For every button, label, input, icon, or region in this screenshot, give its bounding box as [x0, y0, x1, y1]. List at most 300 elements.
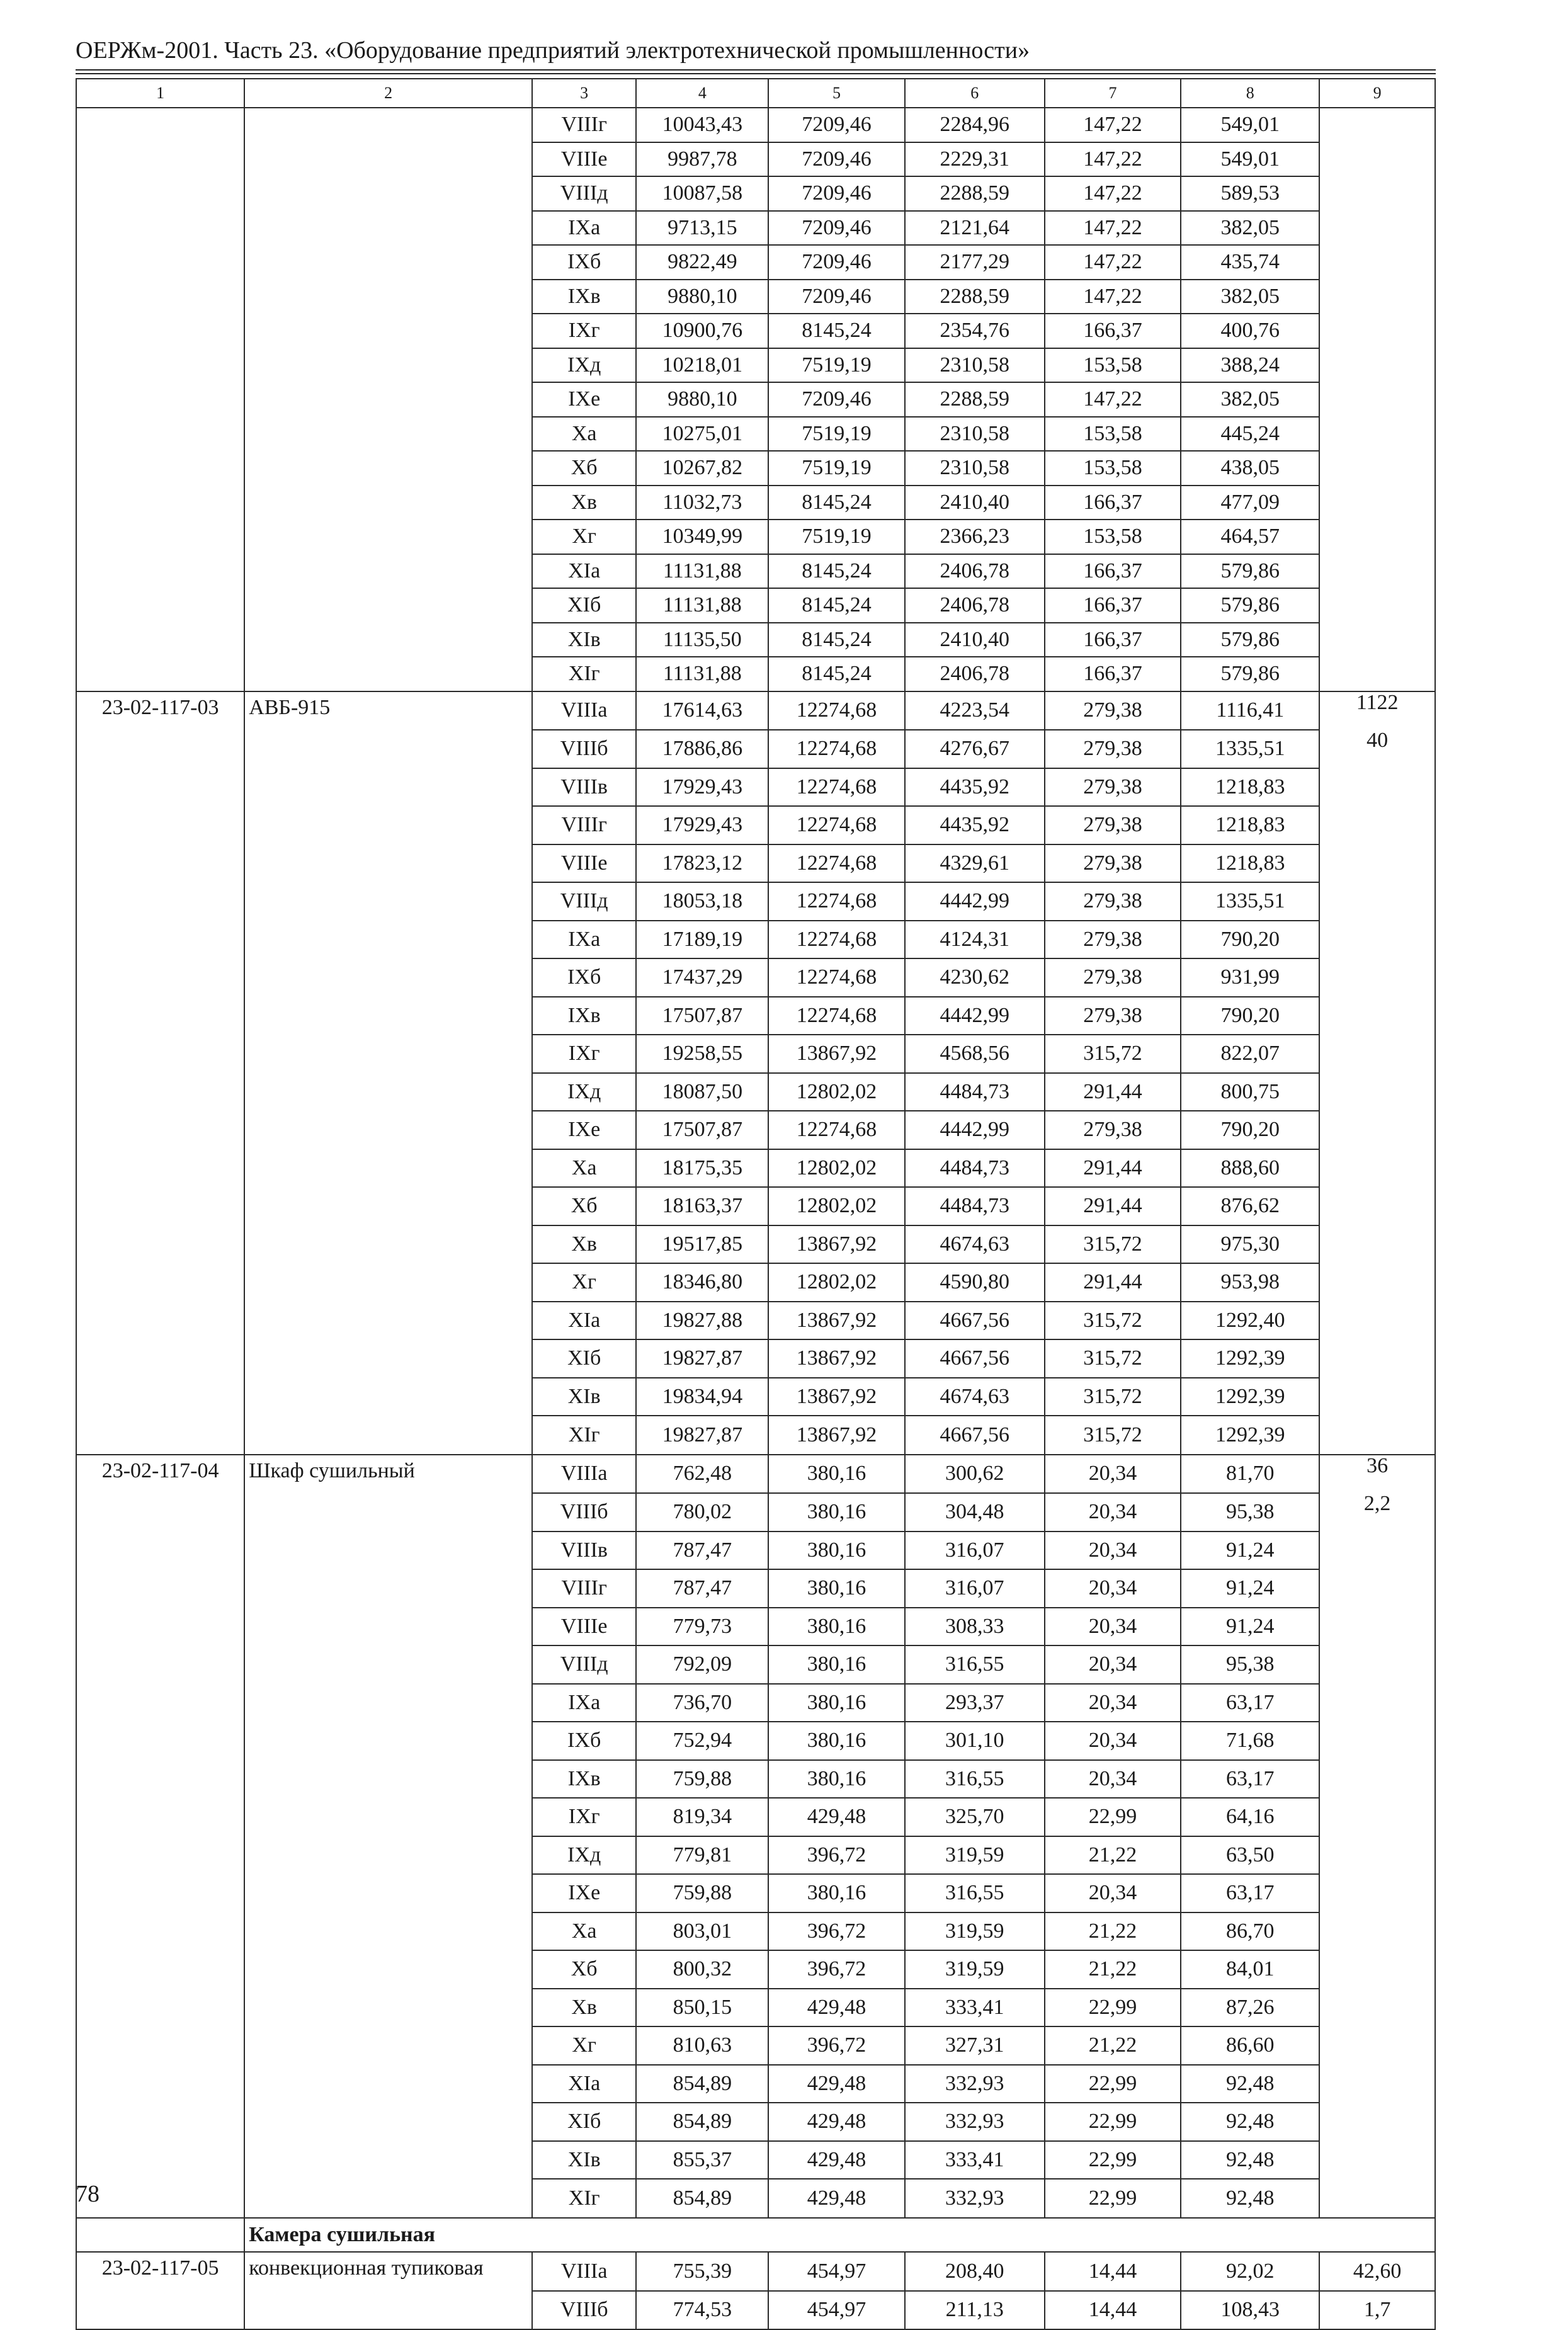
cell-index: Xб	[532, 1187, 636, 1225]
cell-total-cost: 10043,43	[636, 108, 768, 142]
cell-name	[244, 1339, 532, 1378]
cell-materials: 84,01	[1181, 1950, 1319, 1989]
table-row	[76, 806, 1435, 844]
cell-machinist-wages: 20,34	[1045, 1532, 1181, 1570]
cell-machines: 2121,64	[905, 211, 1045, 246]
cell-machinist-wages: 315,72	[1045, 1339, 1181, 1378]
cell-materials: 92,48	[1181, 2065, 1319, 2103]
cell-labor	[1319, 623, 1435, 657]
cell-wages: 13867,92	[768, 1302, 904, 1340]
cell-code	[76, 2065, 244, 2103]
cell-wages: 12274,68	[768, 882, 904, 921]
cell-machines: 2288,59	[905, 382, 1045, 417]
cell-machines: 333,41	[905, 2141, 1045, 2179]
cell-machines: 2354,76	[905, 314, 1045, 348]
cell-total-cost: 787,47	[636, 1532, 768, 1570]
cell-name	[244, 348, 532, 383]
cell-code: 23-02-117-03	[76, 691, 244, 730]
cell-name	[244, 1302, 532, 1340]
cell-index: Xа	[532, 417, 636, 452]
cell-materials: 1218,83	[1181, 806, 1319, 844]
cell-labor	[1319, 211, 1435, 246]
cell-labor	[1319, 554, 1435, 589]
cell-labor	[1319, 2141, 1435, 2179]
cell-name	[244, 245, 532, 280]
cell-wages: 8145,24	[768, 486, 904, 520]
cell-materials: 822,07	[1181, 1035, 1319, 1073]
cell-index: Xг	[532, 520, 636, 554]
cell-total-cost: 779,73	[636, 1608, 768, 1646]
cell-materials: 464,57	[1181, 520, 1319, 554]
cell-machinist-wages: 279,38	[1045, 882, 1181, 921]
cell-code	[76, 1569, 244, 1608]
table-row	[76, 921, 1435, 959]
cell-total-cost: 9713,15	[636, 211, 768, 246]
cell-wages: 12274,68	[768, 768, 904, 807]
cell-name	[244, 2103, 532, 2141]
cell-code	[76, 657, 244, 691]
cell-materials: 800,75	[1181, 1073, 1319, 1111]
cell-machinist-wages: 279,38	[1045, 844, 1181, 883]
cell-name	[244, 2291, 532, 2330]
cell-code	[76, 2218, 244, 2253]
cell-total-cost: 18053,18	[636, 882, 768, 921]
cell-total-cost: 792,09	[636, 1645, 768, 1684]
cell-materials: 445,24	[1181, 417, 1319, 452]
cell-index: VIIIа	[532, 1455, 636, 1494]
cell-index: Xб	[532, 451, 636, 486]
cell-total-cost: 854,89	[636, 2179, 768, 2218]
cell-materials: 790,20	[1181, 997, 1319, 1035]
cell-labor	[1319, 2026, 1435, 2065]
table-row	[76, 348, 1435, 383]
cell-labor	[1319, 451, 1435, 486]
cell-index: IXв	[532, 280, 636, 314]
table-row	[76, 730, 1435, 768]
table-row	[76, 1608, 1435, 1646]
cell-machinist-wages: 20,34	[1045, 1684, 1181, 1722]
cell-code	[76, 921, 244, 959]
cell-total-cost: 855,37	[636, 2141, 768, 2179]
cell-wages: 12274,68	[768, 921, 904, 959]
cell-name	[244, 1798, 532, 1836]
table-row	[76, 844, 1435, 883]
cell-labor	[1319, 1416, 1435, 1455]
price-table	[76, 78, 1436, 2330]
cell-machinist-wages: 147,22	[1045, 108, 1181, 142]
cell-labor	[1319, 1722, 1435, 1760]
cell-labor	[1319, 1950, 1435, 1989]
cell-total-cost: 17886,86	[636, 730, 768, 768]
cell-wages: 429,48	[768, 1798, 904, 1836]
cell-index: VIIIг	[532, 1569, 636, 1608]
cell-machines: 4230,62	[905, 958, 1045, 997]
cell-machinist-wages: 22,99	[1045, 1798, 1181, 1836]
cell-machinist-wages: 315,72	[1045, 1302, 1181, 1340]
cell-index: VIIIб	[532, 730, 636, 768]
cell-index: XIв	[532, 2141, 636, 2179]
cell-wages: 7209,46	[768, 280, 904, 314]
cell-code	[76, 1225, 244, 1264]
table-row	[76, 1378, 1435, 1416]
table-row	[76, 1722, 1435, 1760]
cell-index: Xб	[532, 1950, 636, 1989]
cell-index: Xг	[532, 1263, 636, 1302]
cell-wages: 12802,02	[768, 1149, 904, 1188]
cell-machines: 325,70	[905, 1798, 1045, 1836]
cell-wages: 8145,24	[768, 554, 904, 589]
cell-machines: 2406,78	[905, 657, 1045, 691]
cell-code	[76, 451, 244, 486]
cell-materials: 92,48	[1181, 2103, 1319, 2141]
table-row	[76, 2065, 1435, 2103]
table-row	[76, 1187, 1435, 1225]
cell-name	[244, 108, 532, 142]
cell-wages: 7209,46	[768, 382, 904, 417]
cell-materials: 63,17	[1181, 1760, 1319, 1799]
cell-machinist-wages: 22,99	[1045, 2179, 1181, 2218]
cell-name	[244, 1532, 532, 1570]
table-row	[76, 997, 1435, 1035]
cell-labor	[1319, 1989, 1435, 2027]
cell-labor	[1319, 921, 1435, 959]
cell-code	[76, 211, 244, 246]
table-row	[76, 2141, 1435, 2179]
cell-wages: 7519,19	[768, 520, 904, 554]
cell-total-cost: 19827,88	[636, 1302, 768, 1340]
cell-labor	[1319, 1225, 1435, 1264]
cell-wages: 12274,68	[768, 844, 904, 883]
table-row	[76, 588, 1435, 623]
cell-labor	[1319, 1073, 1435, 1111]
cell-labor	[1319, 2103, 1435, 2141]
cell-materials: 953,98	[1181, 1263, 1319, 1302]
cell-wages: 12274,68	[768, 806, 904, 844]
cell-machines: 2410,40	[905, 486, 1045, 520]
cell-wages: 429,48	[768, 2141, 904, 2179]
cell-materials: 1292,39	[1181, 1378, 1319, 1416]
cell-machinist-wages: 166,37	[1045, 588, 1181, 623]
cell-name	[244, 211, 532, 246]
cell-machinist-wages: 166,37	[1045, 657, 1181, 691]
cell-machinist-wages: 20,34	[1045, 1722, 1181, 1760]
cell-total-cost: 10087,58	[636, 176, 768, 211]
cell-name	[244, 1263, 532, 1302]
cell-name	[244, 768, 532, 807]
cell-machinist-wages: 291,44	[1045, 1263, 1181, 1302]
cell-machines: 319,59	[905, 1912, 1045, 1951]
table-row	[76, 2103, 1435, 2141]
cell-index: VIIIд	[532, 1645, 636, 1684]
cell-total-cost: 10267,82	[636, 451, 768, 486]
cell-name	[244, 844, 532, 883]
page-number: 78	[76, 2181, 99, 2207]
cell-index: Xв	[532, 486, 636, 520]
cell-index: IXв	[532, 997, 636, 1035]
cell-materials: 975,30	[1181, 1225, 1319, 1264]
cell-total-cost: 11135,50	[636, 623, 768, 657]
cell-name	[244, 588, 532, 623]
cell-name: Шкаф сушильный	[244, 1455, 532, 1494]
cell-index: IXе	[532, 1111, 636, 1149]
cell-name	[244, 280, 532, 314]
cell-machines: 4590,80	[905, 1263, 1045, 1302]
cell-name	[244, 2065, 532, 2103]
cell-materials: 549,01	[1181, 142, 1319, 177]
column-number: 4	[636, 79, 768, 108]
cell-total-cost: 736,70	[636, 1684, 768, 1722]
table-row	[76, 1339, 1435, 1378]
cell-code	[76, 806, 244, 844]
cell-machines: 304,48	[905, 1493, 1045, 1532]
cell-labor: 40	[1319, 730, 1435, 768]
cell-labor	[1319, 382, 1435, 417]
cell-code	[76, 1950, 244, 1989]
cell-index: IXа	[532, 921, 636, 959]
cell-code	[76, 1111, 244, 1149]
cell-machinist-wages: 279,38	[1045, 768, 1181, 807]
cell-machines: 4276,67	[905, 730, 1045, 768]
cell-machinist-wages: 315,72	[1045, 1035, 1181, 1073]
column-number: 3	[532, 79, 636, 108]
cell-labor	[1319, 1035, 1435, 1073]
cell-code: 23-02-117-04	[76, 1455, 244, 1494]
cell-machinist-wages: 147,22	[1045, 382, 1181, 417]
cell-machines: 327,31	[905, 2026, 1045, 2065]
cell-name	[244, 958, 532, 997]
cell-total-cost: 850,15	[636, 1989, 768, 2027]
cell-name	[244, 2026, 532, 2065]
cell-labor	[1319, 1874, 1435, 1912]
cell-name	[244, 142, 532, 177]
cell-labor	[1319, 1836, 1435, 1875]
cell-total-cost: 17507,87	[636, 1111, 768, 1149]
cell-total-cost: 9880,10	[636, 280, 768, 314]
cell-total-cost: 19517,85	[636, 1225, 768, 1264]
cell-index: IXб	[532, 1722, 636, 1760]
cell-labor	[1319, 1532, 1435, 1570]
cell-machinist-wages: 20,34	[1045, 1608, 1181, 1646]
cell-wages: 12274,68	[768, 691, 904, 730]
cell-code	[76, 1378, 244, 1416]
table-row	[76, 417, 1435, 452]
cell-total-cost: 810,63	[636, 2026, 768, 2065]
cell-wages: 380,16	[768, 1455, 904, 1494]
cell-machinist-wages: 166,37	[1045, 486, 1181, 520]
cell-materials: 790,20	[1181, 921, 1319, 959]
cell-materials: 71,68	[1181, 1722, 1319, 1760]
cell-code	[76, 382, 244, 417]
table-row	[76, 1455, 1435, 1494]
cell-code	[76, 1608, 244, 1646]
cell-index: IXг	[532, 1035, 636, 1073]
cell-machinist-wages: 279,38	[1045, 730, 1181, 768]
cell-labor	[1319, 2179, 1435, 2218]
cell-machines: 316,55	[905, 1760, 1045, 1799]
cell-total-cost: 10218,01	[636, 348, 768, 383]
cell-machinist-wages: 147,22	[1045, 280, 1181, 314]
cell-machinist-wages: 14,44	[1045, 2252, 1181, 2291]
cell-code	[76, 1187, 244, 1225]
cell-name	[244, 382, 532, 417]
cell-machines: 4667,56	[905, 1416, 1045, 1455]
cell-machinist-wages: 20,34	[1045, 1760, 1181, 1799]
cell-index: IXв	[532, 1760, 636, 1799]
cell-code	[76, 486, 244, 520]
cell-machines: 332,93	[905, 2065, 1045, 2103]
cell-labor	[1319, 806, 1435, 844]
cell-machinist-wages: 21,22	[1045, 2026, 1181, 2065]
cell-index: IXд	[532, 348, 636, 383]
cell-name	[244, 1684, 532, 1722]
cell-total-cost: 18175,35	[636, 1149, 768, 1188]
cell-machines: 4442,99	[905, 1111, 1045, 1149]
cell-labor	[1319, 314, 1435, 348]
cell-machinist-wages: 153,58	[1045, 348, 1181, 383]
cell-index: VIIIа	[532, 2252, 636, 2291]
cell-code	[76, 1035, 244, 1073]
cell-code	[76, 2141, 244, 2179]
table-row	[76, 1760, 1435, 1799]
cell-name	[244, 417, 532, 452]
cell-wages: 12802,02	[768, 1187, 904, 1225]
cell-index: XIг	[532, 1416, 636, 1455]
cell-machinist-wages: 22,99	[1045, 2141, 1181, 2179]
cell-machines: 333,41	[905, 1989, 1045, 2027]
cell-wages: 8145,24	[768, 657, 904, 691]
cell-code	[76, 348, 244, 383]
cell-code	[76, 1874, 244, 1912]
cell-name: АВБ-915	[244, 691, 532, 730]
cell-machines: 316,07	[905, 1532, 1045, 1570]
cell-wages: 12274,68	[768, 730, 904, 768]
cell-name	[244, 314, 532, 348]
cell-wages: 7209,46	[768, 142, 904, 177]
cell-materials: 382,05	[1181, 211, 1319, 246]
cell-machinist-wages: 279,38	[1045, 997, 1181, 1035]
cell-machines: 4484,73	[905, 1149, 1045, 1188]
cell-materials: 579,86	[1181, 588, 1319, 623]
cell-index: VIIIв	[532, 768, 636, 807]
cell-total-cost: 17929,43	[636, 806, 768, 844]
cell-index: VIIIб	[532, 2291, 636, 2330]
table-row	[76, 1073, 1435, 1111]
table-row	[76, 1416, 1435, 1455]
cell-wages: 380,16	[768, 1684, 904, 1722]
cell-materials: 579,86	[1181, 623, 1319, 657]
table-row	[76, 2252, 1435, 2291]
cell-index: XIг	[532, 2179, 636, 2218]
cell-total-cost: 11131,88	[636, 588, 768, 623]
cell-machinist-wages: 279,38	[1045, 691, 1181, 730]
cell-code: 23-02-117-05	[76, 2252, 244, 2291]
cell-labor	[1319, 176, 1435, 211]
cell-total-cost: 9880,10	[636, 382, 768, 417]
cell-machines: 2288,59	[905, 176, 1045, 211]
cell-materials: 400,76	[1181, 314, 1319, 348]
table-row	[76, 1874, 1435, 1912]
cell-total-cost: 759,88	[636, 1874, 768, 1912]
cell-total-cost: 17614,63	[636, 691, 768, 730]
cell-total-cost: 17437,29	[636, 958, 768, 997]
cell-index: Xа	[532, 1912, 636, 1951]
cell-wages: 429,48	[768, 2065, 904, 2103]
cell-index: XIб	[532, 588, 636, 623]
cell-name	[244, 1950, 532, 1989]
cell-wages: 7519,19	[768, 451, 904, 486]
cell-machinist-wages: 20,34	[1045, 1874, 1181, 1912]
cell-index: Xа	[532, 1149, 636, 1188]
table-row	[76, 1836, 1435, 1875]
cell-machinist-wages: 291,44	[1045, 1187, 1181, 1225]
cell-machines: 2310,58	[905, 451, 1045, 486]
cell-materials: 108,43	[1181, 2291, 1319, 2330]
cell-name	[244, 921, 532, 959]
cell-materials: 579,86	[1181, 554, 1319, 589]
cell-name	[244, 623, 532, 657]
cell-code	[76, 1302, 244, 1340]
cell-machines: 293,37	[905, 1684, 1045, 1722]
cell-machinist-wages: 166,37	[1045, 314, 1181, 348]
cell-machines: 4442,99	[905, 882, 1045, 921]
table-row	[76, 1798, 1435, 1836]
cell-code	[76, 2179, 244, 2218]
column-number: 7	[1045, 79, 1181, 108]
cell-labor	[1319, 1339, 1435, 1378]
cell-materials: 1292,39	[1181, 1416, 1319, 1455]
cell-name	[244, 1035, 532, 1073]
cell-name	[244, 1760, 532, 1799]
cell-wages: 7209,46	[768, 245, 904, 280]
cell-code	[76, 108, 244, 142]
cell-index: IXа	[532, 1684, 636, 1722]
cell-materials: 435,74	[1181, 245, 1319, 280]
cell-machinist-wages: 21,22	[1045, 1836, 1181, 1875]
cell-machines: 4667,56	[905, 1339, 1045, 1378]
cell-name	[244, 882, 532, 921]
cell-labor	[1319, 958, 1435, 997]
cell-code	[76, 1760, 244, 1799]
cell-total-cost: 17507,87	[636, 997, 768, 1035]
cell-name	[244, 520, 532, 554]
cell-code	[76, 1912, 244, 1951]
cell-labor	[1319, 1569, 1435, 1608]
cell-machines: 301,10	[905, 1722, 1045, 1760]
table-row	[76, 882, 1435, 921]
cell-materials: 388,24	[1181, 348, 1319, 383]
cell-machinist-wages: 22,99	[1045, 2065, 1181, 2103]
cell-index: VIIIг	[532, 806, 636, 844]
table-row	[76, 520, 1435, 554]
cell-materials: 95,38	[1181, 1493, 1319, 1532]
cell-wages: 396,72	[768, 1912, 904, 1951]
table-row	[76, 280, 1435, 314]
table-row	[76, 245, 1435, 280]
cell-labor	[1319, 1149, 1435, 1188]
cell-labor: 1122	[1319, 691, 1435, 730]
cell-total-cost: 780,02	[636, 1493, 768, 1532]
table-row	[76, 1035, 1435, 1073]
cell-total-cost: 10275,01	[636, 417, 768, 452]
cell-labor	[1319, 1912, 1435, 1951]
table-row	[76, 1225, 1435, 1264]
cell-machinist-wages: 22,99	[1045, 2103, 1181, 2141]
cell-machinist-wages: 20,34	[1045, 1645, 1181, 1684]
cell-materials: 63,17	[1181, 1874, 1319, 1912]
cell-machines: 2229,31	[905, 142, 1045, 177]
cell-machinist-wages: 279,38	[1045, 921, 1181, 959]
cell-labor	[1319, 657, 1435, 691]
